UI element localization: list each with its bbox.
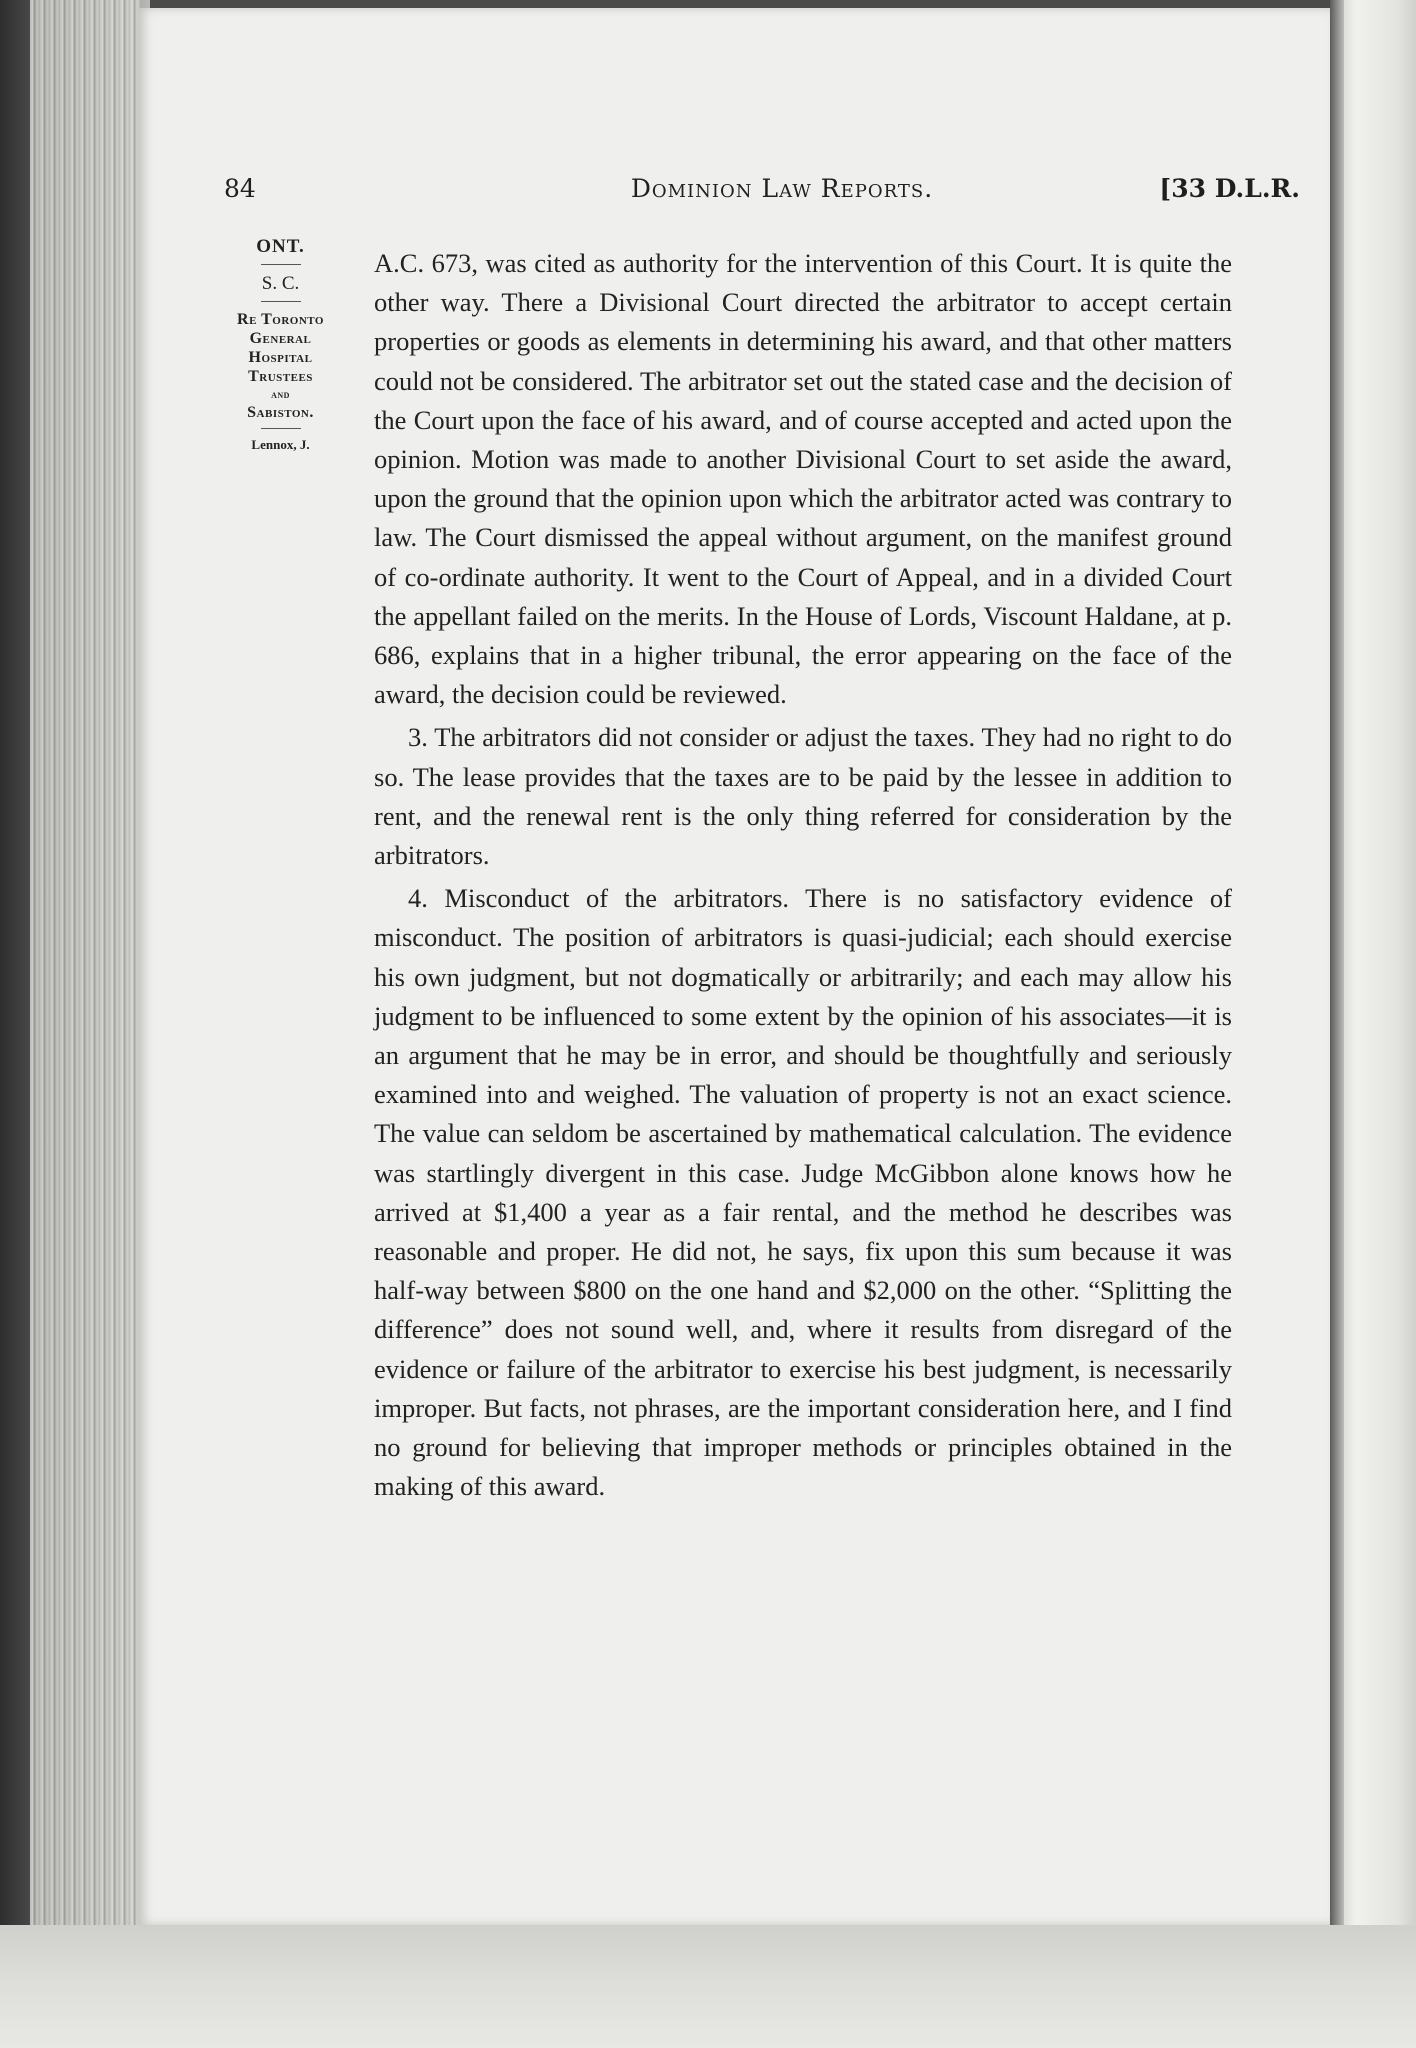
divider [261,301,301,302]
body-text [374,244,1232,1507]
page-header [224,174,1300,208]
paragraph: 4. Misconduct of the arbitrators. There is no satisfactory evidence of misconduct. The position of arbitrators is quasi-judicial; each should exercise his own judgment, but not dogmatically or arbitrarily; and each may allow his judgment to be influenced to some extent by the opinion of his associates—it is an argument that he may be in error, and should be thoughtfully and seriously examined into and weighed. The valuation of property is not an exact science. The value can seldom be ascertained by mathematical calculation. The evidence was startlingly divergent in this case. Judge McGibbon alone knows how he arrived at $1,400 a year as a fair rental, and the method he describes was reasonable and proper. He did not, he says, fix upon this sum because it was half-way between $800 on the one hand and $2,000 on the other. “Splitting the difference” does not sound well, and, where it results from disregard of the evidence or failure of the arbitrator to exercise his best judgment, is necessarily improper. But facts, not phrases, are the important consideration here, and I find no ground for believing that improper methods or principles obtained in the making of this award. [374,883,1232,1502]
book-page [138,8,1330,1925]
case-title-line: Trustees [248,368,313,385]
running-title: Dominion Law Reports. [630,174,934,203]
case-title-line: and [271,387,290,401]
divider [261,264,301,265]
volume-reference: [33 D.L.R. [1159,174,1300,203]
paragraph: 3. The arbitrators did not consider or adjust the taxes. They had no right to do so. The lease provides that the taxes are to be paid by the lessee in addition to rent, and the renewal rent is the only thing referred for consideration by the arbitrators. [374,722,1232,871]
gutter-shadow [1330,0,1344,2048]
case-title-line: Sabiston. [247,404,314,421]
divider [261,428,301,429]
case-title-line: Re Toronto [237,311,324,328]
case-title [208,310,353,422]
scanner-right-margin [1330,0,1416,2048]
scanner-bottom-margin [0,1925,1416,2048]
page-edges-stack [30,0,140,1925]
case-title-line: Hospital [248,349,313,366]
margin-note [208,236,353,453]
court-level: S. C. [261,273,300,294]
page-number: 84 [224,174,256,203]
paragraph: A.C. 673, was cited as authority for the intervention of this Court. It is quite the other way. There a Divisional Court directed the arbitrator to accept certain properties or goods as elements in determining his award, and that other matters could not be considered. The arbitrator set out the stated case and the decision of the Court upon the face of his award, and of course accepted and acted upon the opinion. Motion was made to another Divisional Court to set aside the award, upon the ground that the opinion upon which the arbitrator acted was contrary to law. The Court dismissed the appeal without argument, on the manifest ground of co-ordinate authority. It went to the Court of Appeal, and in a divided Court the appellant failed on the merits. In the House of Lords, Viscount Haldane, at p. 686, explains that in a higher tribunal, the error appearing on the face of the award, the decision could be reviewed. [374,248,1232,710]
case-title-line: General [249,330,312,347]
court-jurisdiction: ONT. [256,236,305,257]
judge-name: Lennox, J. [251,437,310,452]
